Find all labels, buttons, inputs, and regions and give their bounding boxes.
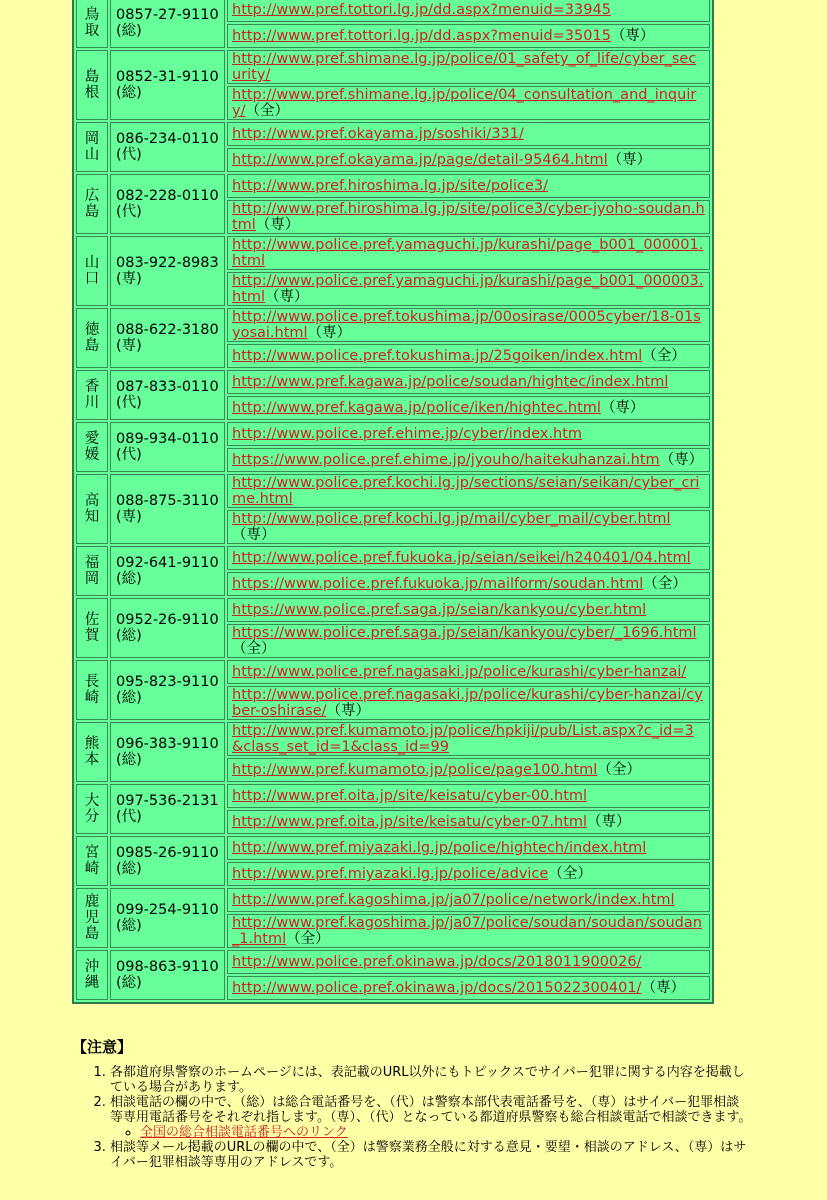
consultation-url-link[interactable]: http://www.police.pref.okinawa.jp/docs/2015022300401/: [232, 980, 642, 996]
consultation-url-link[interactable]: http://www.police.pref.ehime.jp/cyber/index.htm: [232, 426, 583, 442]
phone-number: 0952-26-9110(総): [116, 612, 219, 644]
url-cell: [227, 370, 710, 394]
url-cell: [227, 448, 710, 472]
consultation-url-link[interactable]: http://www.police.pref.kochi.lg.jp/sections/seian/seikan/cyber_crime.html: [232, 475, 700, 507]
prefecture-cell: [76, 950, 108, 1000]
consultation-url-link[interactable]: http://www.police.pref.nagasaki.jp/police/kurashi/cyber-hanzai/cyber-oshirase/: [232, 687, 703, 719]
prefecture-name: 大分: [84, 793, 100, 825]
prefecture-name: 鳥取: [84, 7, 100, 39]
note-sublist: [110, 1125, 752, 1140]
prefecture-cell: [76, 784, 108, 834]
prefecture-name: 鹿児島: [84, 894, 100, 942]
url-cell: [227, 546, 710, 570]
consultation-url-link[interactable]: http://www.pref.miyazaki.lg.jp/police/advice: [232, 866, 549, 882]
consultation-url-link[interactable]: http://www.pref.oita.jp/site/keisatu/cyber-07.html: [232, 814, 588, 830]
phone-number: 082-228-0110(代): [116, 188, 219, 220]
note-item: 1. 各都道府県警察のホームページには、表記載のURL以外にもトピックスでサイバー犯罪に関する内容を掲載している場合があります。: [110, 1065, 752, 1095]
phone-cell: [110, 50, 225, 120]
consultation-url-link[interactable]: http://www.police.pref.tokushima.jp/00osirase/0005cyber/18-01syosai.html: [232, 309, 701, 341]
table-row: [76, 370, 710, 394]
url-cell: [227, 572, 710, 596]
consultation-url-link[interactable]: http://www.police.pref.kochi.lg.jp/mail/cyber_mail/cyber.html: [232, 511, 671, 527]
consultation-url-link[interactable]: http://www.pref.okayama.jp/soshiki/331/: [232, 126, 524, 142]
table-row: [76, 722, 710, 756]
url-type-note: （専）: [641, 980, 685, 996]
phone-number: 087-833-0110(代): [116, 379, 219, 411]
url-type-note: （全）: [548, 866, 592, 882]
phone-number: 095-823-9110(総): [116, 674, 219, 706]
prefecture-cell: [76, 546, 108, 596]
consultation-url-link[interactable]: http://www.pref.kagawa.jp/police/soudan/hightec/index.html: [232, 374, 669, 390]
table-row: [76, 474, 710, 508]
phone-number: 088-622-3180(専): [116, 322, 219, 354]
phone-cell: [110, 308, 225, 368]
url-cell: [227, 836, 710, 860]
consultation-url-link[interactable]: https://www.police.pref.ehime.jp/jyouho/haitekuhanzai.htm: [232, 452, 660, 468]
url-cell: [227, 174, 710, 198]
prefecture-cell: [76, 122, 108, 172]
consultation-url-link[interactable]: http://www.pref.hiroshima.lg.jp/site/police3/: [232, 178, 548, 194]
url-cell: [227, 200, 710, 234]
table-row: [76, 546, 710, 570]
consultation-url-link[interactable]: http://www.pref.shimane.lg.jp/police/01_safety_of_life/cyber_security/: [232, 51, 697, 83]
phone-cell: [110, 0, 225, 48]
phone-cell: [110, 422, 225, 472]
consultation-url-link[interactable]: http://www.police.pref.nagasaki.jp/police/kurashi/cyber-hanzai/: [232, 664, 687, 680]
phone-cell: [110, 174, 225, 234]
phone-cell: [110, 888, 225, 948]
url-type-note: （全）: [245, 103, 289, 119]
table-row: [76, 888, 710, 912]
prefecture-cell: [76, 370, 108, 420]
url-type-note: （専）: [265, 289, 309, 305]
phone-cell: [110, 836, 225, 886]
url-type-note: （全）: [597, 762, 641, 778]
phone-number: 099-254-9110(総): [116, 902, 219, 934]
consultation-url-link[interactable]: https://www.police.pref.saga.jp/seian/kankyou/cyber/_1696.html: [232, 625, 697, 641]
prefecture-name: 沖縄: [84, 959, 100, 991]
prefecture-name: 高知: [84, 493, 100, 525]
prefecture-name: 徳島: [84, 322, 100, 354]
table-row: [76, 660, 710, 684]
phone-cell: [110, 236, 225, 306]
prefecture-cell: [76, 174, 108, 234]
prefecture-name: 佐賀: [84, 612, 100, 644]
consultation-url-link[interactable]: http://www.police.pref.okinawa.jp/docs/2018011900026/: [232, 954, 642, 970]
table-row: [76, 950, 710, 974]
phone-number: 092-641-9110(総): [116, 555, 219, 587]
url-cell: [227, 272, 710, 306]
phone-number: 098-863-9110(総): [116, 959, 219, 991]
prefecture-cell: [76, 598, 108, 658]
url-cell: [227, 396, 710, 420]
consultation-url-link[interactable]: http://www.police.pref.fukuoka.jp/seian/seikei/h240401/04.html: [232, 550, 691, 566]
url-cell: [227, 422, 710, 446]
url-type-note: （全）: [286, 931, 330, 947]
table-row: [76, 836, 710, 860]
prefecture-name: 島根: [84, 69, 100, 101]
url-type-note: （専）: [255, 217, 300, 233]
table-row: [76, 236, 710, 270]
url-cell: [227, 86, 710, 120]
consultation-url-link[interactable]: http://www.pref.kagoshima.jp/ja07/police/soudan/soudan/soudan_1.html: [232, 915, 702, 947]
phone-cell: [110, 546, 225, 596]
phone-number: 083-922-8983(専): [116, 255, 219, 287]
consultation-url-link[interactable]: http://www.pref.kumamoto.jp/police/page100.html: [232, 762, 598, 778]
url-type-note: （全）: [642, 348, 686, 364]
prefecture-name: 宮崎: [84, 845, 100, 877]
url-cell: [227, 50, 710, 84]
table-row: [76, 422, 710, 446]
note-item-text: 相談電話の欄の中で、（総）は総合電話番号を、（代）は警察本部代表電話番号を、（専）はサイバー犯罪相談等専用電話番号をそれぞれ指します。（専）、（代）となっている都道府県警察も総合相談電話で相談できます。: [110, 1095, 752, 1125]
url-cell: [227, 624, 710, 658]
url-cell: [227, 474, 710, 508]
table-row: [76, 174, 710, 198]
url-cell: [227, 0, 710, 22]
url-cell: [227, 308, 710, 342]
phone-number: 0985-26-9110(総): [116, 845, 219, 877]
table-row: [76, 122, 710, 146]
phone-cell: [110, 598, 225, 658]
url-cell: [227, 122, 710, 146]
phone-cell: [110, 474, 225, 544]
prefecture-cell: [76, 836, 108, 886]
prefecture-cell: [76, 722, 108, 782]
url-cell: [227, 862, 710, 886]
phone-cell: [110, 660, 225, 720]
national-consultation-link[interactable]: 全国の総合相談電話番号へのリンク: [140, 1125, 348, 1140]
phone-cell: [110, 122, 225, 172]
consultation-url-link[interactable]: http://www.pref.shimane.lg.jp/police/04_consultation_and_inquiry/: [232, 87, 697, 119]
url-cell: [227, 914, 710, 948]
consultation-url-link[interactable]: http://www.pref.hiroshima.lg.jp/site/police3/cyber-jyoho-soudan.html: [232, 201, 705, 233]
consultation-url-link[interactable]: https://www.police.pref.fukuoka.jp/mailform/soudan.html: [232, 576, 644, 592]
consultation-url-link[interactable]: http://www.police.pref.yamaguchi.jp/kurashi/page_b001_000001.html: [232, 237, 704, 269]
prefecture-table: [72, 0, 714, 1004]
phone-number: 0852-31-9110(総): [116, 69, 219, 101]
phone-cell: [110, 950, 225, 1000]
consultation-url-link[interactable]: http://www.police.pref.yamaguchi.jp/kurashi/page_b001_000003.html: [232, 273, 704, 305]
prefecture-name: 岡山: [84, 131, 100, 163]
phone-cell: [110, 722, 225, 782]
prefecture-name: 熊本: [84, 736, 100, 768]
table-row: [76, 598, 710, 622]
consultation-url-link[interactable]: http://www.pref.kumamoto.jp/police/hpkiji/pub/List.aspx?c_id=3&class_set_id=1&class_id=99: [232, 723, 694, 755]
table-body: [76, 0, 710, 1000]
table-row: [76, 308, 710, 342]
prefecture-cell: [76, 308, 108, 368]
prefecture-name: 広島: [84, 188, 100, 220]
prefecture-cell: [76, 50, 108, 120]
url-cell: [227, 24, 710, 48]
prefecture-name: 福岡: [84, 555, 100, 587]
prefecture-cell: [76, 236, 108, 306]
url-type-note: （専）: [307, 325, 352, 341]
prefecture-cell: [76, 0, 108, 48]
table-row: [76, 784, 710, 808]
consultation-url-link[interactable]: http://www.pref.miyazaki.lg.jp/police/hightech/index.html: [232, 840, 647, 856]
notes-heading: 【注意】: [72, 1038, 133, 1056]
consultation-url-link[interactable]: https://www.police.pref.saga.jp/seian/kankyou/cyber.html: [232, 602, 647, 618]
url-type-note: （専）: [600, 400, 645, 416]
url-cell: [227, 888, 710, 912]
url-cell: [227, 148, 710, 172]
phone-number: 097-536-2131(代): [116, 793, 219, 825]
note-sublist-item: [140, 1125, 752, 1140]
url-type-note: （専）: [587, 814, 631, 830]
url-cell: [227, 660, 710, 684]
url-cell: [227, 950, 710, 974]
phone-number: 086-234-0110(代): [116, 131, 219, 163]
url-type-note: （専）: [326, 703, 371, 719]
phone-cell: [110, 784, 225, 834]
phone-number: 088-875-3110(専): [116, 493, 219, 525]
note-item: 3. 相談等メール掲載のURLの欄の中で、（全）は警察業務全般に対する意見・要望・相談のアドレス、（専）はサイバー犯罪相談等専用のアドレスです。: [110, 1140, 752, 1170]
consultation-url-link[interactable]: http://www.pref.tottori.lg.jp/dd.aspx?menuid=33945: [232, 2, 611, 18]
note-item: [110, 1095, 752, 1140]
prefecture-cell: [76, 422, 108, 472]
url-type-note: （専）: [607, 152, 652, 168]
url-type-note: （全）: [643, 576, 687, 592]
phone-number: 089-934-0110(代): [116, 431, 219, 463]
url-type-note: （専）: [610, 28, 655, 44]
prefecture-name: 長崎: [84, 674, 100, 706]
url-cell: [227, 758, 710, 782]
prefecture-name: 山口: [84, 255, 100, 287]
url-cell: [227, 510, 710, 544]
prefecture-cell: [76, 888, 108, 948]
url-cell: [227, 810, 710, 834]
url-cell: [227, 784, 710, 808]
consultation-url-link[interactable]: http://www.pref.kagawa.jp/police/iken/hightec.html: [232, 400, 601, 416]
url-cell: [227, 976, 710, 1000]
url-cell: [227, 236, 710, 270]
prefecture-cell: [76, 660, 108, 720]
phone-cell: [110, 370, 225, 420]
prefecture-name: 愛媛: [84, 431, 100, 463]
notes-list: [72, 1065, 752, 1170]
consultation-url-link[interactable]: http://www.police.pref.tokushima.jp/25goiken/index.html: [232, 348, 643, 364]
table-row: [76, 50, 710, 84]
prefecture-cell: [76, 474, 108, 544]
url-cell: [227, 598, 710, 622]
consultation-url-link[interactable]: http://www.pref.kagoshima.jp/ja07/police/network/index.html: [232, 892, 675, 908]
table-row: [76, 0, 710, 22]
consultation-url-link[interactable]: http://www.pref.tottori.lg.jp/dd.aspx?menuid=35015: [232, 28, 611, 44]
url-cell: [227, 686, 710, 720]
url-cell: [227, 722, 710, 756]
consultation-url-link[interactable]: http://www.pref.oita.jp/site/keisatu/cyber-00.html: [232, 788, 588, 804]
url-cell: [227, 344, 710, 368]
phone-number: 096-383-9110(総): [116, 736, 219, 768]
url-type-note: （全）: [232, 641, 276, 657]
consultation-url-link[interactable]: http://www.pref.okayama.jp/page/detail-95464.html: [232, 152, 608, 168]
url-type-note: （専）: [232, 527, 276, 543]
prefecture-name: 香川: [84, 379, 100, 411]
url-type-note: （専）: [659, 452, 704, 468]
phone-number: 0857-27-9110(総): [116, 7, 219, 39]
notes-section: [72, 1040, 752, 1170]
